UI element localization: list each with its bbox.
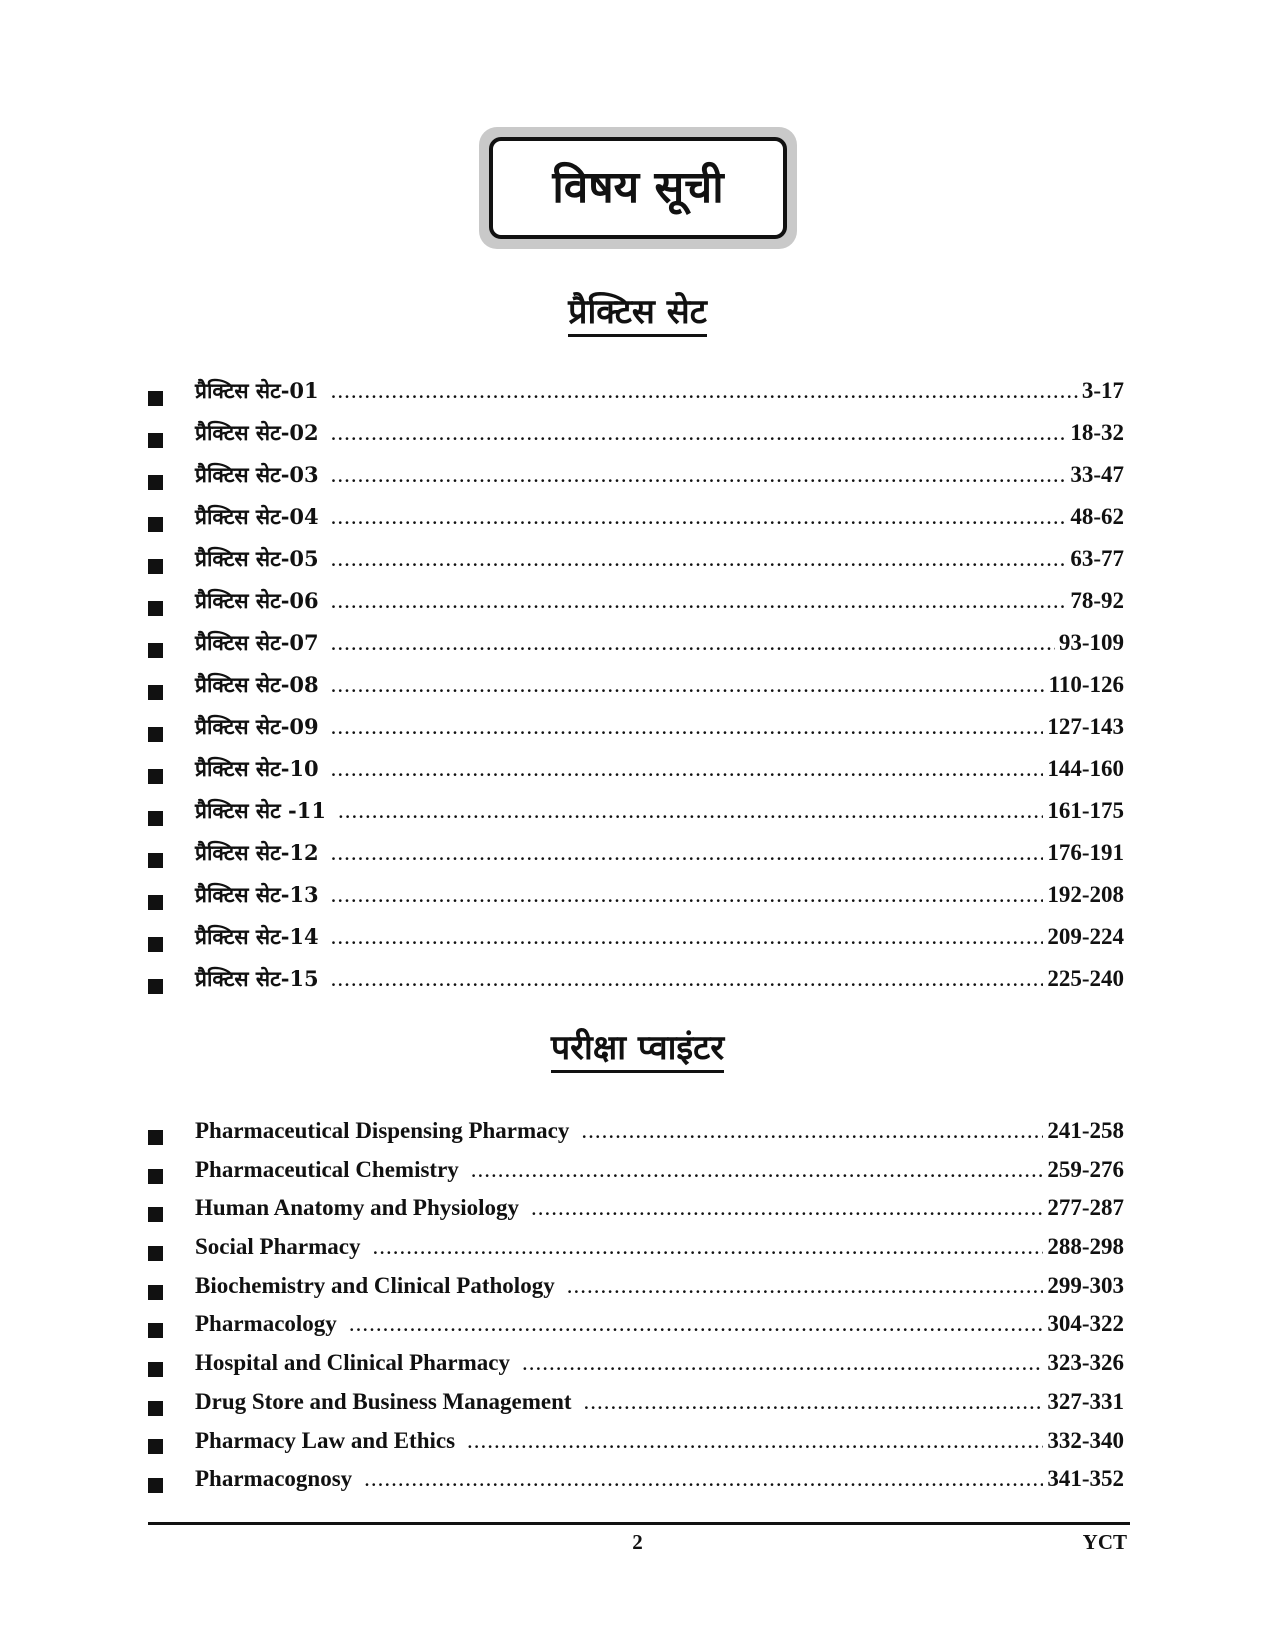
dot-leader bbox=[372, 1234, 1043, 1260]
toc-entry-pages: 18-32 bbox=[1070, 420, 1124, 445]
toc-entry[interactable] bbox=[148, 419, 1124, 461]
toc-entry[interactable] bbox=[148, 377, 1124, 419]
toc-entry-title: Biochemistry and Clinical Pathology bbox=[195, 1272, 555, 1298]
dot-leader bbox=[584, 1389, 1044, 1415]
toc-entry-title: Pharmaceutical Dispensing Pharmacy bbox=[195, 1118, 570, 1143]
toc-entry-pages: 323-326 bbox=[1047, 1350, 1124, 1376]
toc-entry-pages: 241-258 bbox=[1047, 1118, 1124, 1143]
toc-entry-title: प्रैक्टिस सेट-07 bbox=[195, 630, 319, 655]
toc-entry-pages: 192-208 bbox=[1047, 882, 1124, 907]
publisher-brand: YCT bbox=[1082, 1530, 1127, 1554]
toc-entry-title: प्रैक्टिस सेट-06 bbox=[195, 588, 319, 613]
toc-entry[interactable] bbox=[148, 797, 1124, 839]
toc-entry-title: प्रैक्टिस सेट-02 bbox=[195, 420, 319, 445]
dot-leader bbox=[338, 798, 1043, 824]
exam-pointer-heading bbox=[0, 1028, 1275, 1069]
dot-leader bbox=[331, 462, 1067, 488]
toc-entry[interactable] bbox=[148, 1118, 1124, 1157]
toc-entry-pages: 209-224 bbox=[1047, 924, 1124, 949]
toc-entry-title: Drug Store and Business Management bbox=[195, 1388, 572, 1414]
toc-entry-title: प्रैक्टिस सेट-09 bbox=[195, 714, 319, 739]
square-bullet-icon bbox=[148, 475, 163, 490]
toc-entry-title: प्रैक्टिस सेट-12 bbox=[195, 840, 319, 865]
dot-leader bbox=[331, 420, 1067, 446]
toc-entry[interactable] bbox=[148, 545, 1124, 587]
exam-pointer-list bbox=[148, 1118, 1124, 1505]
square-bullet-icon bbox=[148, 895, 163, 910]
square-bullet-icon bbox=[148, 601, 163, 616]
toc-entry-pages: 288-298 bbox=[1047, 1234, 1124, 1260]
dot-leader bbox=[331, 504, 1067, 530]
square-bullet-icon bbox=[148, 1285, 163, 1300]
square-bullet-icon bbox=[148, 1362, 163, 1377]
toc-entry-pages: 176-191 bbox=[1047, 840, 1124, 865]
toc-entry[interactable] bbox=[148, 965, 1124, 1007]
toc-entry[interactable] bbox=[148, 839, 1124, 881]
practice-sets-heading-text: प्रैक्टिस सेट bbox=[568, 292, 707, 337]
square-bullet-icon bbox=[148, 643, 163, 658]
toc-entry[interactable] bbox=[148, 629, 1124, 671]
toc-entry-title: Social Pharmacy bbox=[195, 1234, 361, 1260]
toc-entry[interactable] bbox=[148, 713, 1124, 755]
toc-entry[interactable] bbox=[148, 503, 1124, 545]
practice-sets-list bbox=[148, 377, 1124, 1007]
toc-entry[interactable] bbox=[148, 755, 1124, 797]
toc-entry-title: प्रैक्टिस सेट-08 bbox=[195, 672, 319, 697]
toc-entry[interactable] bbox=[148, 1234, 1124, 1273]
toc-entry-title: प्रैक्टिस सेट-14 bbox=[195, 924, 319, 949]
square-bullet-icon bbox=[148, 1439, 163, 1454]
toc-entry[interactable] bbox=[148, 1273, 1124, 1312]
square-bullet-icon bbox=[148, 1246, 163, 1261]
toc-entry[interactable] bbox=[148, 1428, 1124, 1467]
dot-leader bbox=[522, 1350, 1043, 1376]
toc-entry-pages: 78-92 bbox=[1070, 588, 1124, 613]
toc-entry-pages: 161-175 bbox=[1047, 798, 1124, 823]
square-bullet-icon bbox=[148, 811, 163, 826]
dot-leader bbox=[331, 546, 1067, 572]
dot-leader bbox=[331, 924, 1044, 950]
dot-leader bbox=[467, 1428, 1043, 1454]
toc-entry[interactable] bbox=[148, 671, 1124, 713]
toc-entry[interactable] bbox=[148, 1466, 1124, 1505]
toc-entry-title: Pharmacy Law and Ethics bbox=[195, 1427, 456, 1453]
square-bullet-icon bbox=[148, 559, 163, 574]
toc-entry-title: Pharmacognosy bbox=[195, 1466, 353, 1492]
toc-entry-title: प्रैक्टिस सेट-15 bbox=[195, 966, 319, 991]
toc-entry[interactable] bbox=[148, 1157, 1124, 1196]
toc-entry[interactable] bbox=[148, 1389, 1124, 1428]
dot-leader bbox=[331, 672, 1045, 698]
toc-entry-pages: 327-331 bbox=[1047, 1388, 1124, 1414]
toc-entry-pages: 277-287 bbox=[1047, 1195, 1124, 1221]
toc-entry-title: प्रैक्टिस सेट -11 bbox=[195, 798, 326, 823]
practice-sets-heading bbox=[0, 292, 1275, 333]
toc-entry[interactable] bbox=[148, 1350, 1124, 1389]
toc-entry-pages: 3-17 bbox=[1081, 378, 1124, 403]
dot-leader bbox=[567, 1273, 1044, 1299]
square-bullet-icon bbox=[148, 1478, 163, 1493]
dot-leader bbox=[581, 1118, 1043, 1144]
square-bullet-icon bbox=[148, 1323, 163, 1338]
toc-entry-pages: 225-240 bbox=[1047, 966, 1124, 991]
toc-entry-pages: 127-143 bbox=[1047, 714, 1124, 739]
dot-leader bbox=[331, 840, 1044, 866]
toc-entry-pages: 93-109 bbox=[1058, 630, 1124, 655]
page-title: विषय सूची bbox=[489, 137, 787, 239]
toc-entry-title: प्रैक्टिस सेट-13 bbox=[195, 882, 319, 907]
dot-leader bbox=[531, 1195, 1043, 1221]
page-number: 2 bbox=[632, 1530, 643, 1554]
exam-pointer-heading-text: परीक्षा प्वाइंटर bbox=[551, 1028, 724, 1073]
square-bullet-icon bbox=[148, 685, 163, 700]
dot-leader bbox=[331, 882, 1044, 908]
dot-leader bbox=[331, 378, 1078, 404]
square-bullet-icon bbox=[148, 769, 163, 784]
square-bullet-icon bbox=[148, 1401, 163, 1416]
dot-leader bbox=[331, 756, 1044, 782]
square-bullet-icon bbox=[148, 937, 163, 952]
square-bullet-icon bbox=[148, 1207, 163, 1222]
toc-entry-pages: 110-126 bbox=[1048, 672, 1124, 697]
dot-leader bbox=[331, 966, 1044, 992]
footer-divider bbox=[148, 1522, 1130, 1525]
toc-entry-title: प्रैक्टिस सेट-05 bbox=[195, 546, 319, 571]
dot-leader bbox=[471, 1157, 1044, 1183]
square-bullet-icon bbox=[148, 853, 163, 868]
toc-entry[interactable] bbox=[148, 587, 1124, 629]
toc-entry-title: Hospital and Clinical Pharmacy bbox=[195, 1350, 510, 1376]
toc-entry[interactable] bbox=[148, 881, 1124, 923]
toc-entry-pages: 144-160 bbox=[1047, 756, 1124, 781]
toc-entry-pages: 48-62 bbox=[1070, 504, 1124, 529]
toc-entry-title: Pharmaceutical Chemistry bbox=[195, 1156, 459, 1182]
toc-entry-title: प्रैक्टिस सेट-01 bbox=[195, 378, 319, 403]
toc-entry[interactable] bbox=[148, 1311, 1124, 1350]
toc-entry-title: Pharmacology bbox=[195, 1311, 337, 1337]
toc-entry-pages: 341-352 bbox=[1047, 1466, 1124, 1492]
square-bullet-icon bbox=[148, 517, 163, 532]
square-bullet-icon bbox=[148, 391, 163, 406]
square-bullet-icon bbox=[148, 727, 163, 742]
title-box bbox=[479, 127, 797, 249]
toc-entry-pages: 299-303 bbox=[1047, 1272, 1124, 1298]
dot-leader bbox=[349, 1311, 1044, 1337]
square-bullet-icon bbox=[148, 1130, 163, 1145]
square-bullet-icon bbox=[148, 433, 163, 448]
toc-entry-title: प्रैक्टिस सेट-04 bbox=[195, 504, 319, 529]
toc-entry[interactable] bbox=[148, 461, 1124, 503]
toc-entry-title: प्रैक्टिस सेट-10 bbox=[195, 756, 319, 781]
toc-entry[interactable] bbox=[148, 1195, 1124, 1234]
toc-entry-pages: 63-77 bbox=[1070, 546, 1124, 571]
toc-entry-pages: 332-340 bbox=[1047, 1427, 1124, 1453]
toc-entry[interactable] bbox=[148, 923, 1124, 965]
toc-entry-pages: 259-276 bbox=[1047, 1156, 1124, 1182]
dot-leader bbox=[331, 588, 1067, 614]
square-bullet-icon bbox=[148, 979, 163, 994]
toc-entry-title: Human Anatomy and Physiology bbox=[195, 1195, 519, 1221]
dot-leader bbox=[364, 1466, 1043, 1492]
toc-entry-pages: 304-322 bbox=[1047, 1311, 1124, 1337]
square-bullet-icon bbox=[148, 1169, 163, 1184]
toc-entry-title: प्रैक्टिस सेट-03 bbox=[195, 462, 319, 487]
dot-leader bbox=[331, 630, 1055, 656]
toc-entry-pages: 33-47 bbox=[1070, 462, 1124, 487]
dot-leader bbox=[331, 714, 1044, 740]
